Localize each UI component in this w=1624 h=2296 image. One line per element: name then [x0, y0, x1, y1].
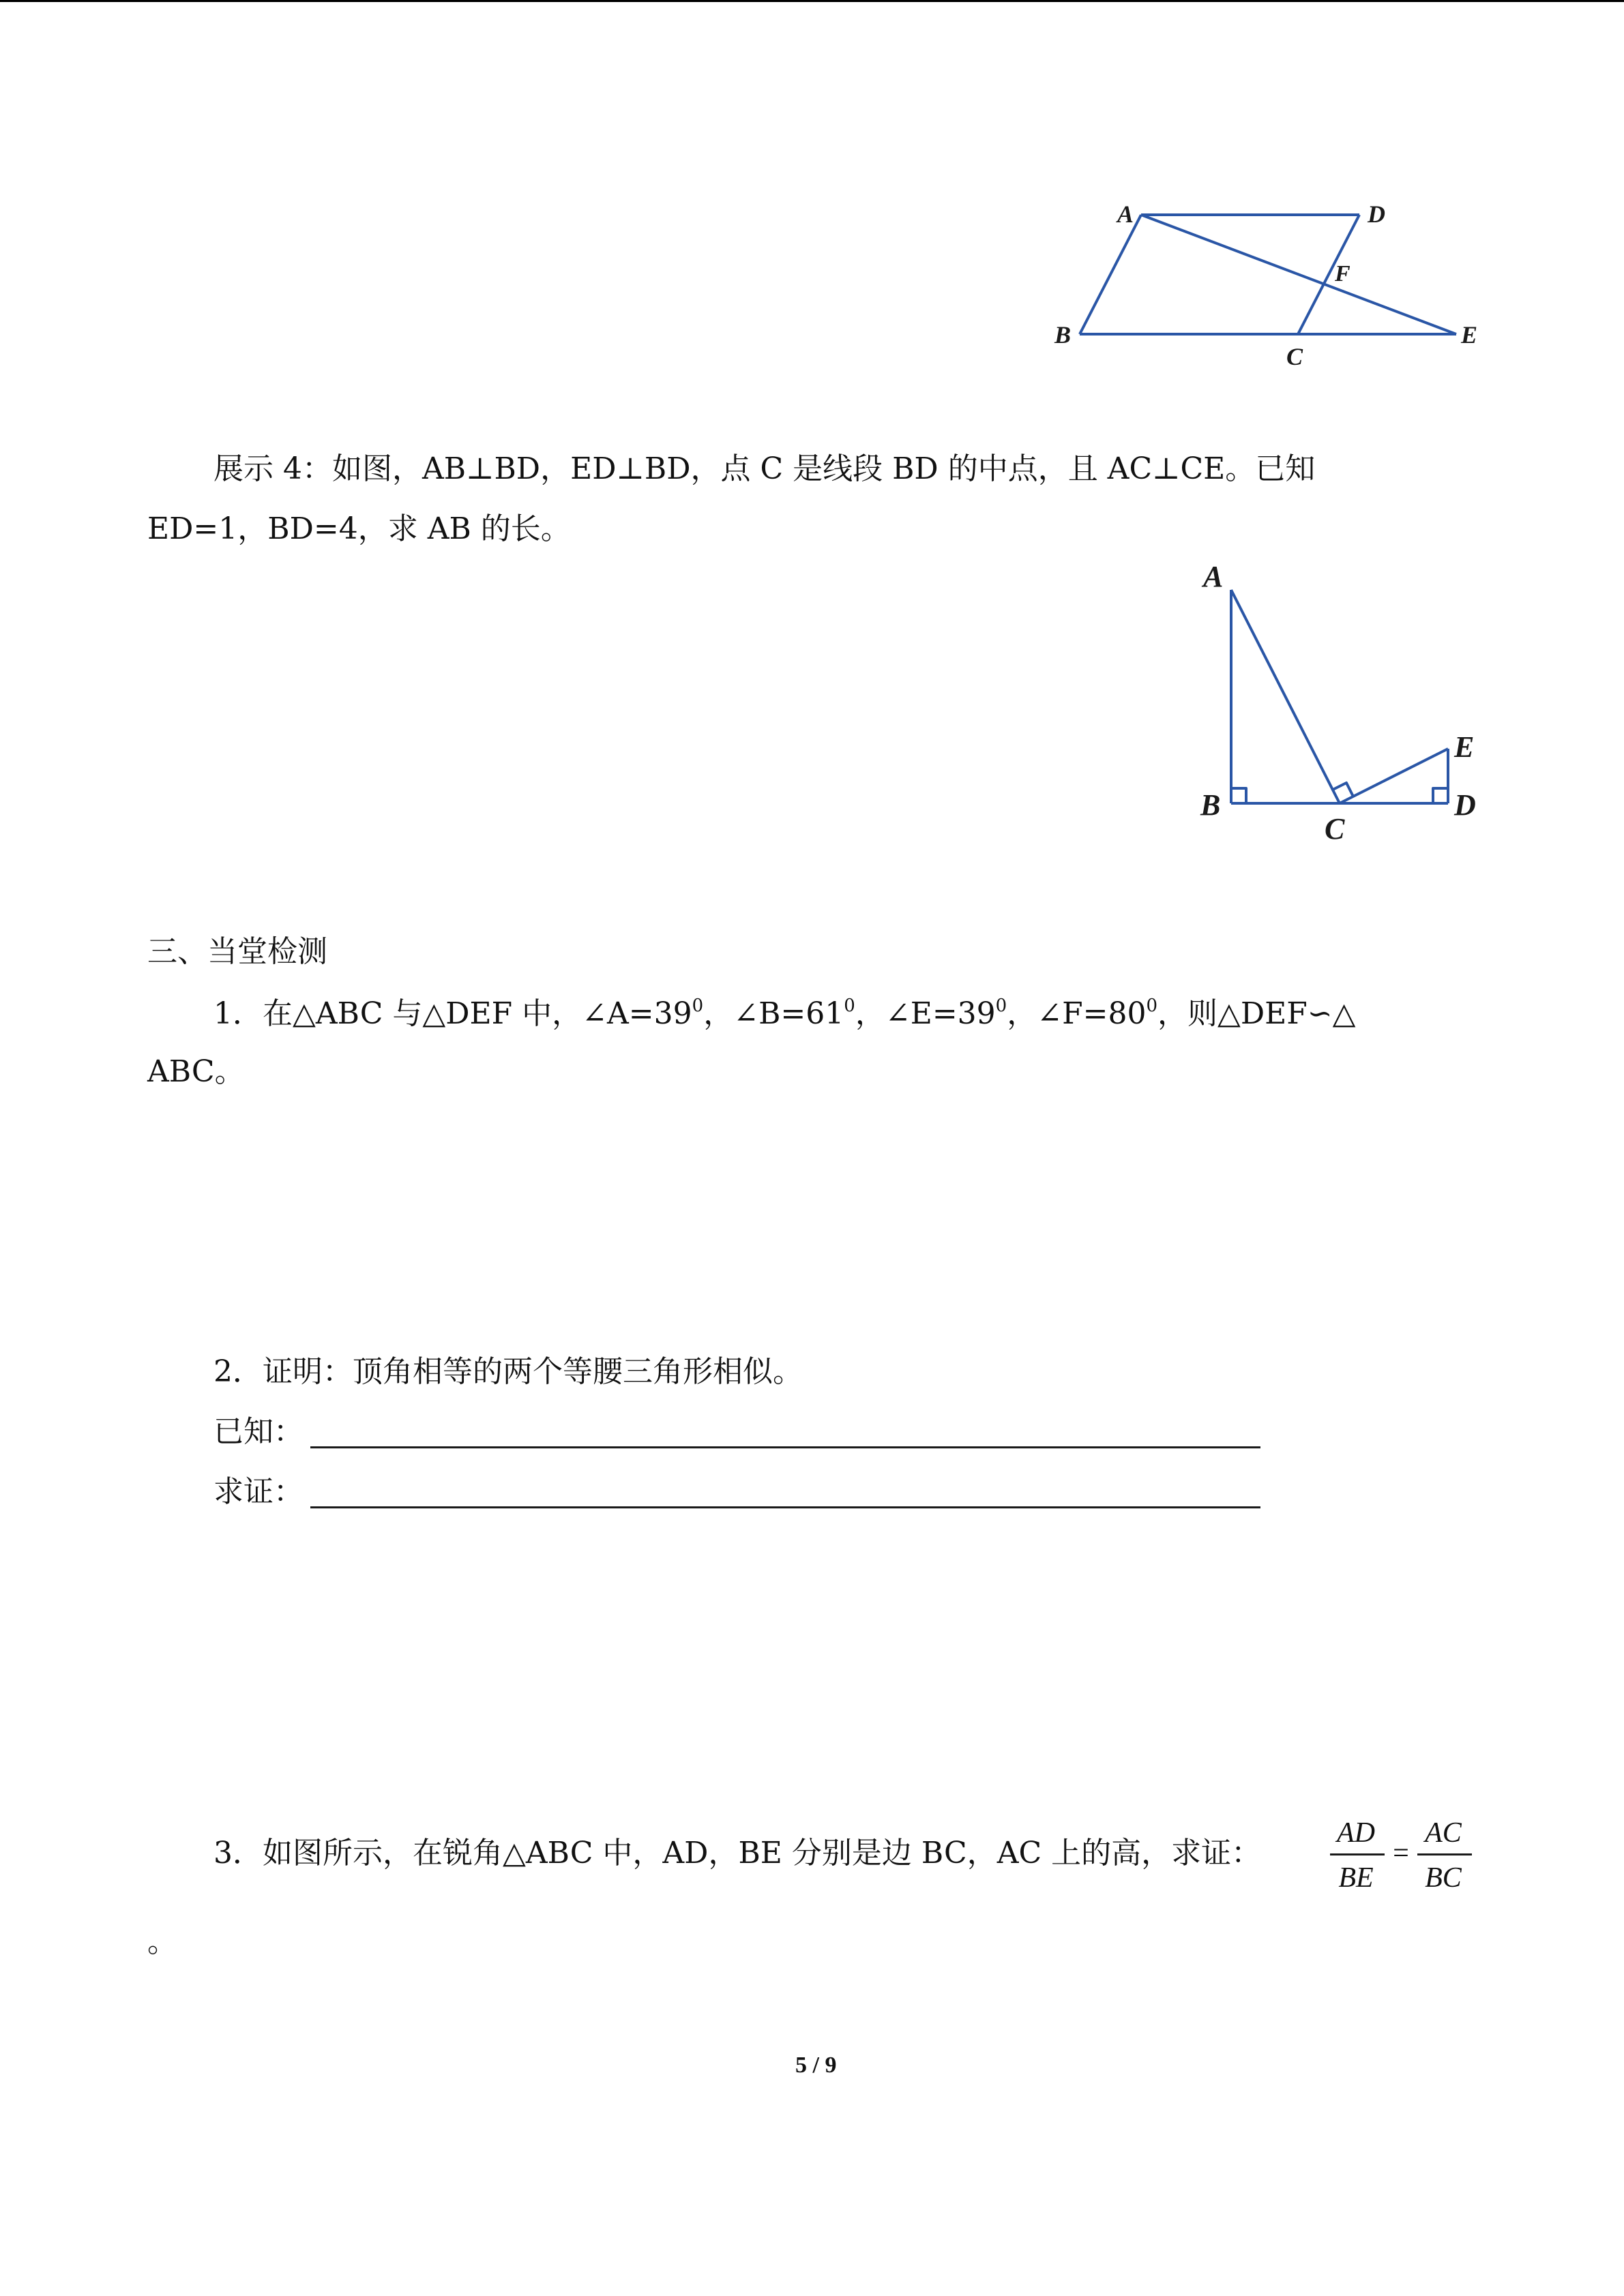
- segment-AB: [1080, 215, 1141, 334]
- label-C: C: [1286, 343, 1303, 370]
- prove-answer-line[interactable]: [310, 1506, 1260, 1508]
- segment-AC: [1231, 590, 1340, 803]
- fraction1-bar: [1330, 1853, 1385, 1855]
- label-D: D: [1368, 200, 1385, 228]
- label-F: F: [1335, 261, 1350, 286]
- right-angle-mark-B: [1231, 788, 1246, 803]
- label-C: C: [1325, 812, 1345, 846]
- q3-ending: 。: [147, 1924, 177, 1959]
- label-A: A: [1203, 560, 1224, 593]
- label-E: E: [1454, 730, 1475, 764]
- fraction2-denominator: BC: [1425, 1862, 1462, 1894]
- segment-AE: [1141, 215, 1456, 334]
- q1-line2: ABC。: [147, 1054, 245, 1089]
- show4-line1: 展示 4：如图，AB⊥BD，ED⊥BD，点 C 是线段 BD 的中点，且 AC⊥CE。已知: [213, 451, 1316, 486]
- q3-text: 3．如图所示，在锐角△ABC 中，AD，BE 分别是边 BC，AC 上的高，求证：: [213, 1836, 1262, 1870]
- right-triangles-figure: [1187, 552, 1487, 846]
- label-E: E: [1461, 321, 1478, 348]
- equals-sign: =: [1393, 1838, 1409, 1869]
- label-B: B: [1200, 788, 1221, 822]
- given-label: 已知：: [213, 1414, 304, 1449]
- q1-line1: 1．在△ABC 与△DEF 中，$\angle A=39^0$，$\angle B=61^0$，$\angle E=39^0$，$\angle F=80^0$，则△DEF∽△: [213, 996, 1356, 1031]
- given-answer-line[interactable]: [310, 1446, 1260, 1448]
- q2-title: 2．证明：顶角相等的两个等腰三角形相似。: [213, 1354, 803, 1389]
- top-border-rule: [0, 0, 1624, 2]
- fraction2-bar: [1417, 1853, 1472, 1855]
- fraction1-numerator: AD: [1337, 1817, 1375, 1849]
- label-D: D: [1454, 788, 1476, 822]
- show4-line2: ED=1，BD=4，求 AB 的长。: [147, 511, 571, 546]
- fraction2-numerator: AC: [1425, 1817, 1462, 1849]
- page-number: 5 / 9: [795, 2053, 837, 2078]
- right-angle-mark-D: [1433, 788, 1448, 803]
- fraction1-denominator: BE: [1338, 1862, 1374, 1894]
- prove-label: 求证：: [213, 1474, 304, 1509]
- parallelogram-figure: [1044, 191, 1487, 382]
- label-A: A: [1117, 200, 1134, 228]
- label-B: B: [1054, 321, 1072, 348]
- section-heading: 三、当堂检测: [147, 934, 327, 969]
